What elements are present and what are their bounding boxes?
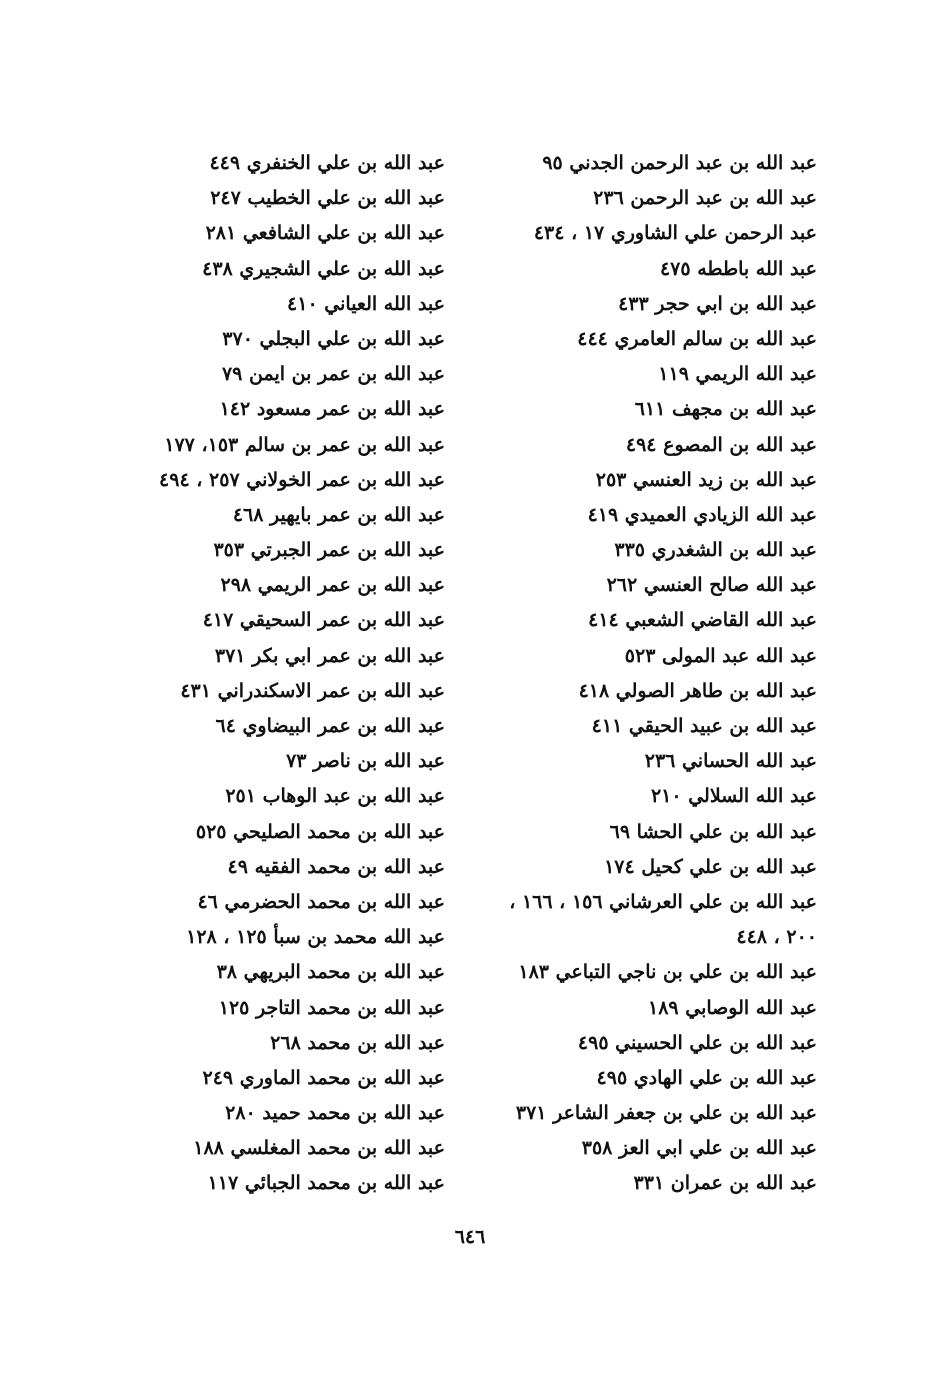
index-entry: عبد الله بن عمر بن ايمن ٧٩ <box>221 363 445 386</box>
index-entry: عبد الله عبد المولى ٥٢٣ <box>624 644 817 667</box>
index-entry: عبد الله بن عمر الجبرتي ٣٥٣ <box>213 539 445 562</box>
index-entry: عبد الله الريمي ١١٩ <box>658 363 817 386</box>
index-entry: عبد الله بن الشغدري ٣٣٥ <box>614 539 817 562</box>
index-entry: عبد الله بن محمد الفقيه ٤٩ <box>227 855 445 878</box>
index-entry: عبد الله بن علي العرشاني ١٥٦ ، ١٦٦ ، <box>509 890 817 913</box>
index-entry: عبد الله العياني ٤١٠ <box>287 292 445 315</box>
index-entry: عبد الله بن علي كحيل ١٧٤ <box>604 855 817 878</box>
index-entry: عبد الله الوصابي ١٨٩ <box>648 996 817 1019</box>
index-entry: عبد الله محمد بن سبأ ١٢٥ ، ١٢٨ <box>186 926 445 949</box>
index-entry: عبد الله بن ناصر ٧٣ <box>286 750 445 773</box>
index-entry: عبد الله بن عبد الوهاب ٢٥١ <box>225 785 445 808</box>
page-number: ٦٤٦ <box>454 1226 486 1248</box>
index-entry: عبد الله بن محمد حميد ٢٨٠ <box>225 1102 445 1125</box>
index-entry: عبد الله بن عمر الريمي ٢٩٨ <box>220 574 445 597</box>
index-entry: عبد الله بن عمران ٣٣١ <box>633 1172 817 1195</box>
index-column-right <box>477 146 817 1202</box>
index-entry: عبد الله بن محمد البريهي ٣٨ <box>216 961 445 984</box>
index-entry: عبد الله بن عبد الرحمن ٢٣٦ <box>593 187 817 210</box>
index-entry: عبد الله بن علي الحسيني ٤٩٥ <box>577 1031 817 1054</box>
index-entry: عبد الله بن علي الحشا ٦٩ <box>609 820 817 843</box>
index-entry: عبد الله بن محمد ٢٦٨ <box>270 1031 445 1054</box>
index-entry: عبد الله بن عمر الاسكندراني ٤٣١ <box>180 679 445 702</box>
index-entry: عبد الله بن عبيد الحيقي ٤١١ <box>591 715 817 737</box>
index-entry: عبد الله بن المصوع ٤٩٤ <box>625 433 817 456</box>
index-entry: عبد الله بن علي بن ناجي التباعي ١٨٣ <box>518 961 817 984</box>
index-entry: عبد الله بن عمر بن سالم ١٥٣، ١٧٧ <box>164 433 445 456</box>
index-entry: عبد الله بن محمد الصليحي ٥٢٥ <box>195 820 445 843</box>
index-entry: عبد الله بن علي الشجيري ٤٣٨ <box>202 257 445 280</box>
index-entry: عبد الله بن محمد المغلسي ١٨٨ <box>193 1137 445 1160</box>
index-entry: عبد الله بن ابي حجر ٤٣٣ <box>618 292 817 315</box>
index-entry: عبد الله بن محمد الماوري ٢٤٩ <box>202 1066 445 1089</box>
index-entry: عبد الله الحساني ٢٣٦ <box>644 750 817 773</box>
index-entry: عبد الله بن عمر بايهير ٤٦٨ <box>232 503 445 526</box>
index-entry: عبد الله بن علي الهادي ٤٩٥ <box>596 1066 817 1089</box>
index-entry: عبد الله بن محمد الجبائي ١١٧ <box>207 1172 445 1195</box>
index-entry: عبد الله بن عمر ابي بكر ٣٧١ <box>214 644 445 667</box>
index-entry: عبد الله بن عمر السحيقي ٤١٧ <box>202 609 445 632</box>
index-entry: عبد الرحمن علي الشاوري ١٧ ، ٤٣٤ <box>533 222 817 245</box>
index-entry: عبد الله بن عبد الرحمن الجدني ٩٥ <box>542 152 817 174</box>
index-entry: عبد الله بن زيد العنسي ٢٥٣ <box>595 468 817 491</box>
index-entry: عبد الله بن سالم العامري ٤٤٤ <box>577 327 817 350</box>
index-entry-continuation: ٢٠٠ ، ٤٤٨ <box>736 926 817 949</box>
index-entry: عبد الله بن علي بن جعفر الشاعر ٣٧١ <box>515 1102 817 1125</box>
index-entry: عبد الله بن عمر البيضاوي ٦٤ <box>215 715 445 737</box>
index-entry: عبد الله بن عمر مسعود ١٤٢ <box>219 398 445 421</box>
index-entry: عبد الله القاضي الشعبي ٤١٤ <box>588 609 817 632</box>
index-entry: عبد الله بن علي الخنفري ٤٤٩ <box>209 152 445 174</box>
index-entry: عبد الله بن محمد الحضرمي ٤٦ <box>197 890 445 913</box>
index-entry: عبد الله بن علي البجلي ٣٧٠ <box>222 327 445 350</box>
index-entry: عبد الله السلالي ٢١٠ <box>650 785 817 808</box>
index-entry: عبد الله بن طاهر الصولي ٤١٨ <box>578 679 817 702</box>
index-entry: عبد الله باططه ٤٧٥ <box>659 257 817 280</box>
index-column-left <box>85 146 445 1202</box>
index-entry: عبد الله بن علي الشافعي ٢٨١ <box>205 222 445 245</box>
index-entry: عبد الله الزيادي العميدي ٤١٩ <box>587 503 817 526</box>
index-entry: عبد الله بن علي ابي العز ٣٥٨ <box>581 1137 817 1160</box>
index-entry: عبد الله صالح العنسي ٢٦٢ <box>606 574 817 597</box>
index-entry: عبد الله بن محمد التاجر ١٢٥ <box>218 996 445 1019</box>
index-entry: عبد الله بن علي الخطيب ٢٤٧ <box>210 187 445 210</box>
index-entry: عبد الله بن عمر الخولاني ٢٥٧ ، ٤٩٤ <box>159 468 445 491</box>
index-entry: عبد الله بن مجهف ٦١١ <box>634 398 817 421</box>
